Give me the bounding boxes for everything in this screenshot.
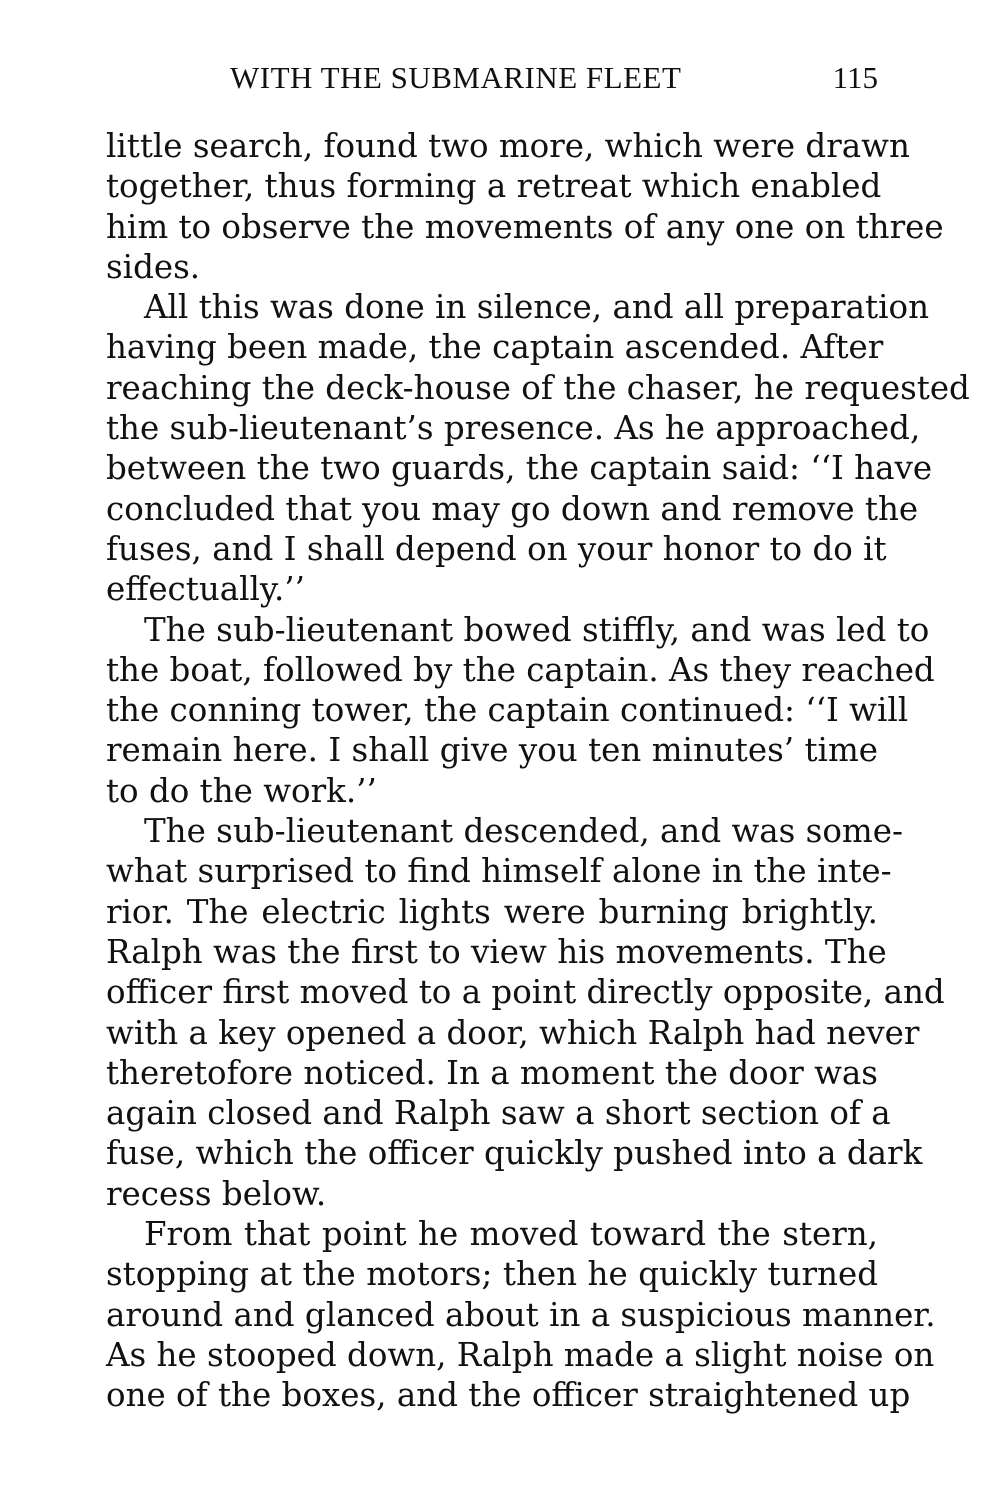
text-line: the conning tower, the captain continued: ‘‘I will xyxy=(106,691,909,730)
text-line: The sub-lieutenant bowed stiffly, and was led to xyxy=(144,610,930,649)
text-line: The sub-lieutenant descended, and was some- xyxy=(144,812,903,851)
text-line: the sub-lieutenant’s presence. As he approached, xyxy=(106,409,921,448)
text-line: what surprised to find himself alone in the inte- xyxy=(106,852,892,891)
text-line: between the two guards, the captain said: ‘‘I have xyxy=(106,449,933,488)
text-line: stopping at the motors; then he quickly turned xyxy=(106,1255,878,1294)
running-title: WITH THE SUBMARINE FLEET xyxy=(230,60,682,95)
text-line: theretofore noticed. In a moment the door was xyxy=(106,1053,878,1092)
text-line: Ralph was the first to view his movements. The xyxy=(106,932,887,971)
text-line: As he stooped down, Ralph made a slight noise on xyxy=(106,1335,935,1374)
text-line: the boat, followed by the captain. As they reached xyxy=(106,650,935,689)
text-line: fuse, which the officer quickly pushed into a dark xyxy=(106,1134,923,1173)
text-line: with a key opened a door, which Ralph had never xyxy=(106,1013,920,1052)
text-line: having been made, the captain ascended. After xyxy=(106,328,884,367)
text-line: together, thus forming a retreat which enabled xyxy=(106,167,882,206)
text-line: again closed and Ralph saw a short section of a xyxy=(106,1094,891,1133)
text-line: fuses, and I shall depend on your honor to do it xyxy=(106,529,887,568)
running-head xyxy=(106,60,878,100)
text-line: to do the work.’’ xyxy=(106,771,377,810)
text-line: him to observe the movements of any one on three xyxy=(106,207,944,246)
text-line: From that point he moved toward the stern, xyxy=(144,1215,878,1254)
text-line: remain here. I shall give you ten minutes’ time xyxy=(106,731,878,770)
text-line: one of the boxes, and the officer straightened up xyxy=(106,1376,911,1415)
text-line: little search, found two more, which were drawn xyxy=(106,127,910,165)
text-line: rior. The electric lights were burning brightly. xyxy=(106,892,878,931)
body-text xyxy=(106,126,970,1416)
text-line: around and glanced about in a suspicious manner. xyxy=(106,1295,936,1334)
text-line: officer first moved to a point directly opposite, and xyxy=(106,973,945,1012)
text-line: recess below. xyxy=(106,1174,327,1213)
text-line: sides. xyxy=(106,247,201,286)
text-line: effectually.’’ xyxy=(106,570,305,609)
page-number: 115 xyxy=(832,60,878,95)
text-line: All this was done in silence, and all preparation xyxy=(144,288,929,327)
text-line: reaching the deck-house of the chaser, he requested xyxy=(106,368,970,407)
text-line: concluded that you may go down and remove the xyxy=(106,489,919,528)
